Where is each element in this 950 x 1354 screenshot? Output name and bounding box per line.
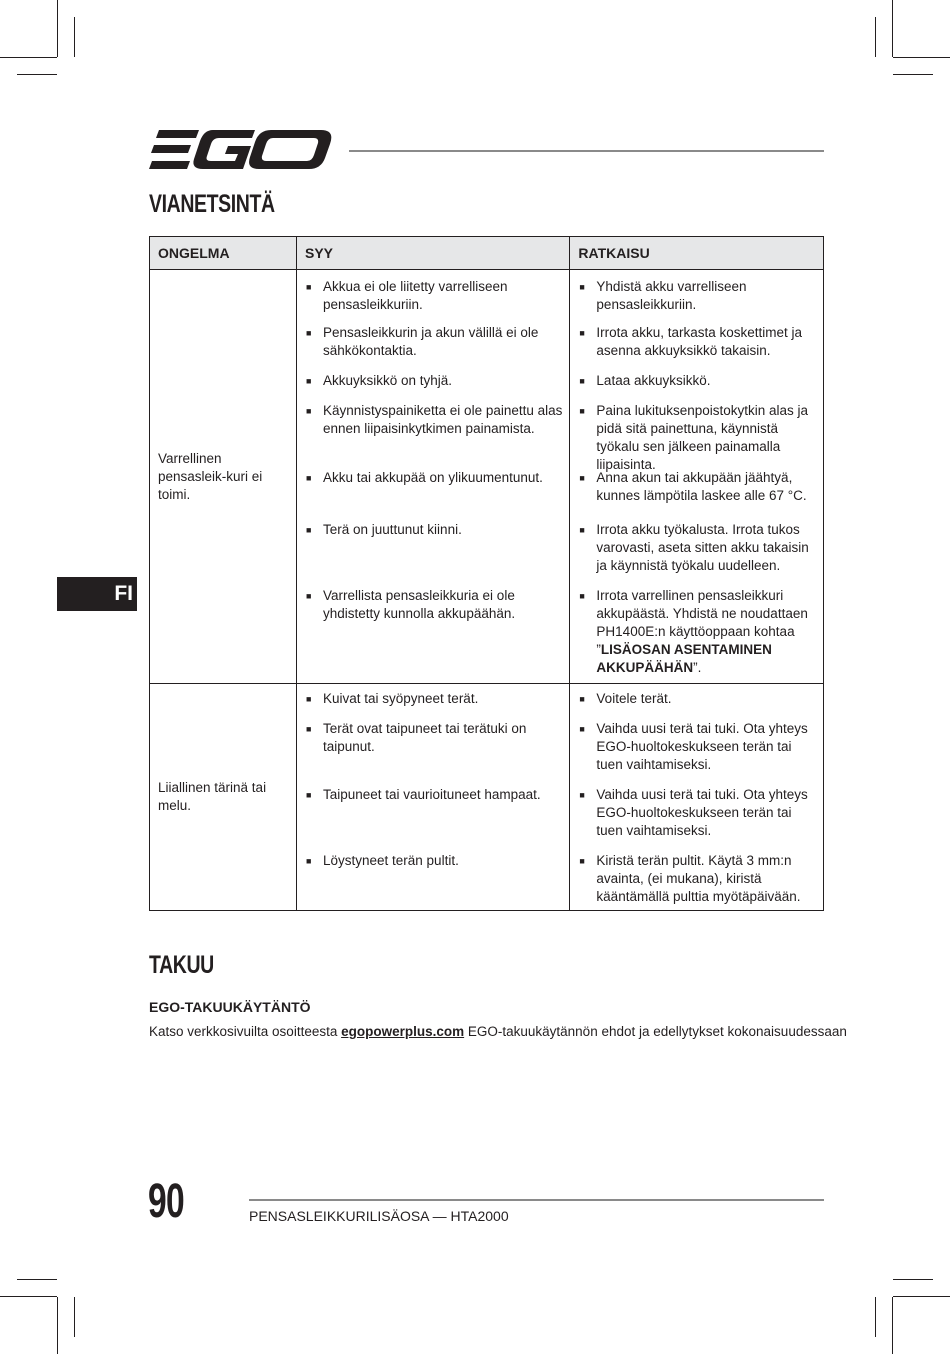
cause-item: ■ Akku tai akkupää on ylikuumentunut. (297, 463, 569, 515)
page-number: 90 (148, 1175, 184, 1228)
problem-text: Varrellinen pensasleik-kuri ei toimi. (158, 450, 263, 502)
cause-item: ■ Käynnistyspainiketta ei ole painettu alas ennen liipaisinkytkimen painamista. (297, 396, 569, 463)
solution-item: ■ Anna akun tai akkupään jäähtyä, kunnes lämpötila laskee alle 67 °C. (570, 463, 823, 515)
bullet-square-icon: ■ (305, 525, 312, 535)
troubleshooting-table (149, 236, 824, 911)
ego-logo (149, 128, 333, 174)
solution-item: ■ Vaihda uusi terä tai tuki. Ota yhteys EGO-huoltokeskukseen terän tai tuen vaihtamiseksi. (570, 780, 823, 846)
bullet-square-icon: ■ (579, 376, 585, 386)
cause-item: ■ Kuivat tai syöpyneet terät. (297, 684, 569, 714)
bullet-square-icon: ■ (579, 694, 585, 704)
header-rule (349, 150, 824, 152)
crop-mark (893, 57, 950, 58)
bullet-square-icon: ■ (579, 591, 585, 601)
bullet-square-icon: ■ (579, 406, 585, 416)
crop-mark (893, 74, 933, 75)
bullet-square-icon: ■ (305, 376, 312, 386)
column-header-problem: ONGELMA (150, 237, 297, 270)
solution-item: ■ Irrota akku työkalusta. Irrota tukos varovasti, aseta sitten akku takaisin ja käynnistä työkalu uudelleen. (570, 515, 823, 581)
cause-item: ■ Pensasleikkurin ja akun välillä ei ole sähkökontaktia. (297, 318, 569, 366)
solution-item: ■ Voitele terät. (570, 684, 823, 714)
bullet-square-icon: ■ (579, 473, 585, 483)
solution-item: ■ Yhdistä akku varrelliseen pensasleikkuriin. (570, 270, 823, 318)
column-header-solution: RATKAISU (570, 237, 824, 270)
crop-mark (74, 1297, 75, 1337)
footer-product: PENSASLEIKKURILISÄOSA — HTA2000 (249, 1208, 509, 1224)
table-row (150, 270, 824, 684)
bullet-square-icon: ■ (305, 591, 312, 601)
crop-mark (893, 1296, 950, 1297)
column-header-cause: SYY (296, 237, 569, 270)
solution-item: ■ Kiristä terän pultit. Käytä 3 mm:n avainta, (ei mukana), kiristä kääntämällä pulttia myötäpäivään. (570, 846, 823, 910)
problem-cell (150, 684, 297, 911)
bullet-square-icon: ■ (579, 525, 585, 535)
cause-item: ■ Taipuneet tai vaurioituneet hampaat. (297, 780, 569, 846)
solution-item: ■ Lataa akkuyksikkö. (570, 366, 823, 396)
language-tab: FI (57, 577, 137, 611)
bullet-square-icon: ■ (305, 790, 312, 800)
bullet-square-icon: ■ (305, 473, 312, 483)
bullet-square-icon: ■ (579, 856, 585, 866)
bullet-square-icon: ■ (579, 282, 585, 292)
cause-item: ■ Löystyneet terän pultit. (297, 846, 569, 910)
cause-cell (296, 684, 569, 911)
bullet-square-icon: ■ (305, 328, 312, 338)
bullet-square-icon: ■ (579, 724, 585, 734)
warranty-text: Katso verkkosivuilta osoitteesta egopowerplus.com EGO-takuukäytännön ehdot ja edellytykset kokonaisuudessaan (149, 1024, 847, 1039)
bullet-square-icon: ■ (579, 328, 585, 338)
crop-mark (17, 1279, 57, 1280)
crop-mark (0, 57, 57, 58)
bullet-square-icon: ■ (579, 790, 585, 800)
troubleshooting-title: VIANETSINTÄ (149, 190, 275, 218)
website-link[interactable]: egopowerplus.com (341, 1024, 465, 1039)
problem-cell (150, 270, 297, 684)
crop-mark (892, 1297, 893, 1354)
crop-mark (74, 17, 75, 57)
cause-item: ■ Terä on juuttunut kiinni. (297, 515, 569, 581)
cause-item: ■ Akkuyksikkö on tyhjä. (297, 366, 569, 396)
crop-mark (893, 1279, 933, 1280)
crop-mark (875, 1297, 876, 1337)
cause-cell (296, 270, 569, 684)
footer-rule (249, 1199, 824, 1201)
crop-mark (875, 17, 876, 57)
table-header-row (150, 237, 824, 270)
crop-mark (17, 74, 57, 75)
solution-item: ■ Irrota varrellinen pensasleikkuri akkupäästä. Yhdistä ne noudattaen PH1400E:n käyttöoppaan kohtaa ”LISÄOSAN ASENTAMINEN AKKUPÄÄHÄN”. (570, 581, 823, 683)
warranty-title: TAKUU (149, 951, 214, 979)
solution-item: ■ Vaihda uusi terä tai tuki. Ota yhteys EGO-huoltokeskukseen terän tai tuen vaihtamiseksi. (570, 714, 823, 780)
cause-item: ■ Terät ovat taipuneet tai terätuki on taipunut. (297, 714, 569, 780)
solution-item: ■ Irrota akku, tarkasta koskettimet ja asenna akkuyksikkö takaisin. (570, 318, 823, 366)
table-row (150, 684, 824, 911)
problem-text: Liiallinen tärinä tai melu. (158, 780, 267, 813)
solution-cell (570, 270, 824, 684)
cause-item: ■ Varrellista pensasleikkuria ei ole yhdistetty kunnolla akkupäähän. (297, 581, 569, 683)
bullet-square-icon: ■ (305, 282, 312, 292)
crop-mark (0, 1296, 57, 1297)
bullet-square-icon: ■ (305, 406, 312, 416)
crop-mark (57, 1297, 58, 1354)
solution-item: ■ Paina lukituksenpoistokytkin alas ja pidä sitä painettuna, käynnistä työkalu sen jälkeen painamalla liipaisinta. (570, 396, 823, 463)
solution-cell (570, 684, 824, 911)
crop-mark (892, 0, 893, 57)
warranty-subtitle: EGO-TAKUUKÄYTÄNTÖ (149, 999, 311, 1015)
bullet-square-icon: ■ (305, 724, 312, 734)
bullet-square-icon: ■ (305, 694, 312, 704)
bullet-square-icon: ■ (305, 856, 312, 866)
crop-mark (57, 0, 58, 57)
cause-item: ■ Akkua ei ole liitetty varrelliseen pensasleikkuriin. (297, 270, 569, 318)
